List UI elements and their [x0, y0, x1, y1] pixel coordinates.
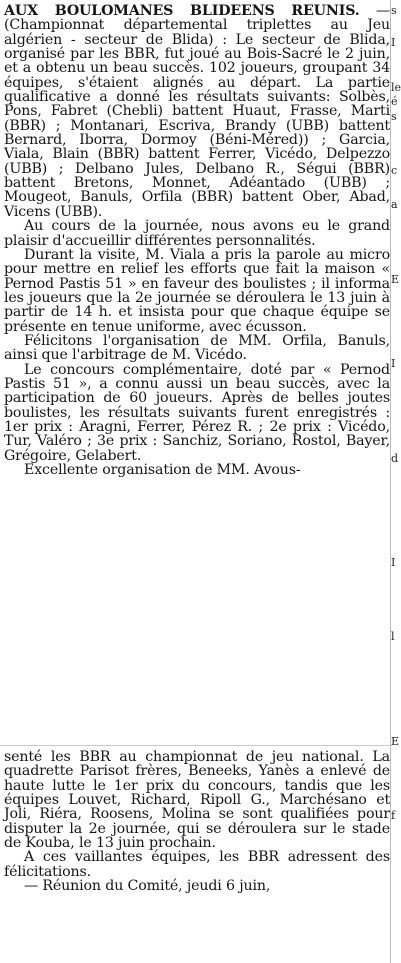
- adjacent-column-glyph: é: [391, 95, 398, 109]
- adjacent-column-glyph: le: [391, 80, 401, 94]
- adjacent-column-glyph: I: [391, 556, 396, 570]
- article-paragraph: Le concours complémentaire, doté par « Pernod Pastis 51 », a connu aussi un beau succès, avec la participation de 60 joueurs. Après de belles joutes boulistes, les résultats suivants furent enregistrés : 1er prix : Aragni, Ferrer, Pérez R. ; 2e prix : Vicédo, Tur, Valéro ; 3e prix : Sanchiz, Soriano, Rostol, Bayer, Grégoire, Gelabert.: [4, 361, 390, 464]
- adjacent-column-glyph: d: [391, 451, 399, 465]
- article-column-bottom: [4, 750, 390, 893]
- article-title: AUX BOULOMANES BLIDEENS REUNIS.: [4, 3, 360, 19]
- adjacent-column-glyph: I: [391, 36, 396, 50]
- adjacent-column-glyph: E: [391, 272, 400, 286]
- article-paragraph: Excellente organisation de MM. Avous-: [24, 462, 301, 478]
- article-paragraph: Durant la visite, M. Viala a pris la parole au micro pour mettre en relief les efforts que fait la maison « Pernod Pastis 51 » en faveur des boulistes ; il informa les joueurs que la 2e journée se déroulera le 13 juin à partir de 14 h. et insista pour que chaque équipe se présente en tenue uniforme, avec écusson.: [4, 246, 390, 335]
- adjacent-column-glyph: f: [391, 809, 396, 823]
- adjacent-column-glyph: s: [391, 109, 397, 123]
- adjacent-column-glyph: I: [391, 357, 396, 371]
- article-paragraph: senté les BBR au championnat de jeu national. La quadrette Parisot frères, Beneeks, Yanès a enlevé de haute lutte le 1er prix du concours, tandis que les équipes Louvet, Richard, Ripoll G., Marchésano et Joli, Riéra, Roosens, Molina se sont qualifiées pour disputer la 2e journée, qui se déroulera sur le stade de Kouba, le 13 juin prochain.: [4, 749, 390, 852]
- article-paragraph: Félicitons l'organisation de MM. Orfila, Banuls, ainsi que l'arbitrage de M. Vicédo.: [4, 332, 390, 364]
- article-paragraph: A ces vaillantes équipes, les BBR adressent des félicitations.: [4, 849, 390, 880]
- adjacent-column-fragment: [391, 0, 400, 963]
- adjacent-column-glyph: E: [391, 734, 400, 748]
- article-paragraph: Au cours de la journée, nous avons eu le grand plaisir d'accueillir différentes personnalités.: [4, 218, 390, 249]
- adjacent-column-glyph: c: [391, 164, 398, 178]
- article-paragraph-text: — (Championnat départemental triplettes au Jeu algérien - secteur de Blida) : Le secteur de Blida, organisé par les BBR, fut joué au Bois-Sacré le 2 juin, et a obtenu un beau succès. 102 joueurs, groupant 34 équipes, s'étaient alignés au départ. La partie qualificative a donné les résultats suivants: Solbès, Pons, Fabret (Chebli) battent Huaut, Frasse, Marti (BBR) ; Montanari, Escriva, Brandy (UBB) battent Bernard, Iborra, Dormoy (Béni-Méred)) ; Garcia, Viala, Blain (BBR) battent Ferrer, Vicédo, Delpezzo (UBB) ; Delbano Jules, Delbano R., Ségui (BBR) battent Bretons, Monnet, Adéantado (UBB) ; Mougeot, Banuls, Orfila (BBR) battent Ober, Abad, Vicens (UBB).: [4, 3, 390, 220]
- adjacent-column-glyph: s: [391, 4, 397, 17]
- article-paragraph: [4, 4, 390, 219]
- adjacent-column-glyph: l: [391, 630, 395, 644]
- article-column-top: [4, 4, 390, 477]
- article-paragraph: — Réunion du Comité, jeudi 6 juin,: [24, 878, 271, 895]
- clipping-separator-line: [0, 745, 392, 746]
- adjacent-column-glyph: a: [391, 198, 398, 212]
